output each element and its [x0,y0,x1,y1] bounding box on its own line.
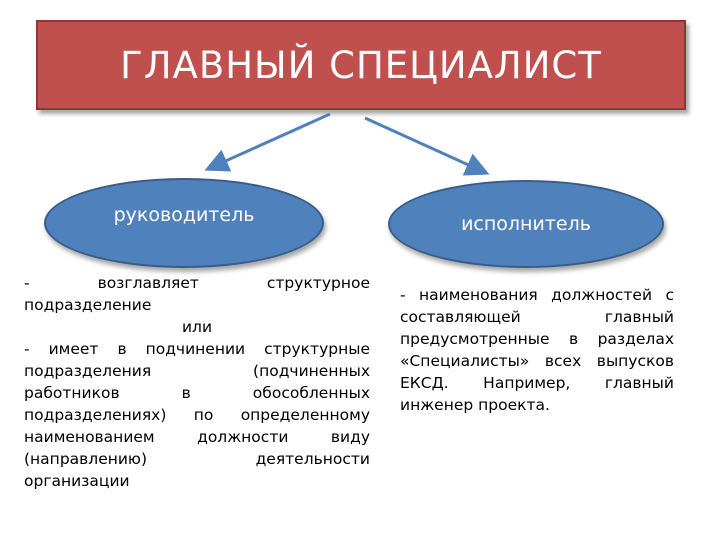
node-executor [388,180,664,268]
arrow-right [365,118,484,172]
manager-line: работников в обособленных [24,384,370,402]
node-manager-label: руководитель [113,204,255,226]
title-text: ГЛАВНЫЙ СПЕЦИАЛИСТ [120,43,602,87]
manager-line: или [181,318,213,336]
manager-line: подразделениях) по определенному [24,406,370,424]
manager-line: подразделение [24,296,152,314]
node-executor-label: исполнитель [461,213,591,235]
manager-line: наименованием должности виду [24,428,370,446]
node-manager [44,178,324,268]
manager-line: подразделения (подчиненных [24,362,370,380]
manager-line: - имеет в подчинении структурные [24,340,370,358]
executor-description: - наименования должностей с составляющей главный предусмотренные в разделах «Специалисты» всех выпусков ЕКСД. Например, главный инженер проекта. [400,286,674,414]
manager-description [24,272,370,492]
manager-line: (направлению) деятельности [24,450,370,468]
arrow-left [210,114,330,168]
manager-line: организации [24,472,130,490]
manager-line: - возглавляет структурное [24,274,370,292]
